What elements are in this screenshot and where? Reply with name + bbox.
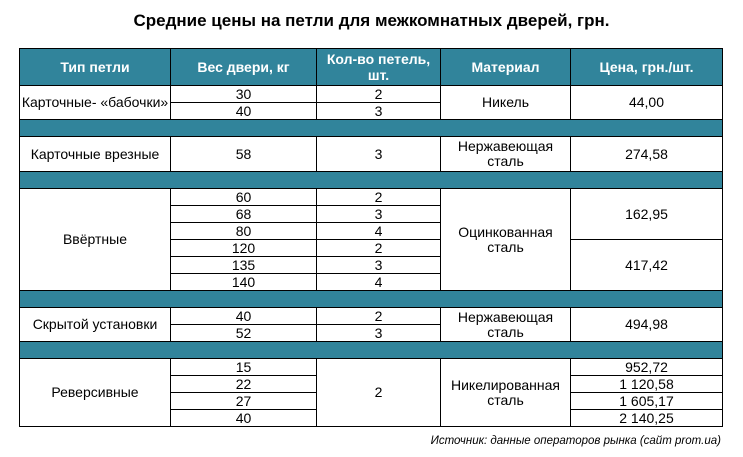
cell-type: Скрытой установки xyxy=(20,308,171,342)
cell-count: 3 xyxy=(317,257,441,274)
cell-price: 494,98 xyxy=(571,308,723,342)
cell-type: Ввёртные xyxy=(20,189,171,291)
separator-row xyxy=(20,342,723,359)
cell-price: 44,00 xyxy=(571,86,723,120)
header-type: Тип петли xyxy=(20,49,171,86)
cell-weight: 60 xyxy=(171,189,317,206)
table-row xyxy=(20,308,723,325)
header-material: Материал xyxy=(441,49,571,86)
cell-weight: 80 xyxy=(171,223,317,240)
separator-row xyxy=(20,172,723,189)
cell-count: 4 xyxy=(317,223,441,240)
cell-type: Карточные врезные xyxy=(20,137,171,172)
cell-count: 2 xyxy=(317,189,441,206)
cell-weight: 27 xyxy=(171,393,317,410)
cell-weight: 120 xyxy=(171,240,317,257)
cell-weight: 40 xyxy=(171,103,317,120)
cell-count: 2 xyxy=(317,86,441,103)
table-row xyxy=(20,137,723,172)
cell-type: Карточные- «бабочки» xyxy=(20,86,171,120)
cell-weight: 140 xyxy=(171,274,317,291)
separator-cell xyxy=(20,172,723,189)
cell-weight: 40 xyxy=(171,410,317,427)
cell-price: 162,95 xyxy=(571,189,723,240)
cell-material: Нержавеющая сталь xyxy=(441,137,571,172)
cell-price: 952,72 xyxy=(571,359,723,376)
cell-count: 3 xyxy=(317,325,441,342)
cell-weight: 135 xyxy=(171,257,317,274)
cell-weight: 22 xyxy=(171,376,317,393)
cell-count: 3 xyxy=(317,206,441,223)
page-title: Средние цены на петли для межкомнатных дверей, грн. xyxy=(133,11,610,30)
cell-weight: 40 xyxy=(171,308,317,325)
separator-cell xyxy=(20,291,723,308)
cell-count: 4 xyxy=(317,274,441,291)
table-header-row xyxy=(20,49,723,86)
separator-row xyxy=(20,120,723,137)
cell-material: Никель xyxy=(441,86,571,120)
cell-weight: 68 xyxy=(171,206,317,223)
cell-price: 417,42 xyxy=(571,240,723,291)
cell-count: 2 xyxy=(317,308,441,325)
separator-cell xyxy=(20,120,723,137)
cell-type: Реверсивные xyxy=(20,359,171,427)
cell-material: Никелированная сталь xyxy=(441,359,571,427)
cell-weight: 30 xyxy=(171,86,317,103)
cell-weight: 52 xyxy=(171,325,317,342)
table-row xyxy=(20,189,723,206)
source-note: Источник: данные операторов рынка (сайт prom.ua) xyxy=(430,435,721,447)
header-weight: Вес двери, кг xyxy=(171,49,317,86)
cell-price: 1 605,17 xyxy=(571,393,723,410)
prices-table xyxy=(19,48,723,427)
header-price: Цена, грн./шт. xyxy=(571,49,723,86)
header-count: Кол-во петель, шт. xyxy=(317,49,441,86)
cell-count: 2 xyxy=(317,359,441,427)
table-row xyxy=(20,86,723,103)
separator-row xyxy=(20,291,723,308)
cell-price: 274,58 xyxy=(571,137,723,172)
cell-price: 2 140,25 xyxy=(571,410,723,427)
cell-material: Нержавеющая сталь xyxy=(441,308,571,342)
separator-cell xyxy=(20,342,723,359)
cell-material: Оцинкованная сталь xyxy=(441,189,571,291)
cell-count: 3 xyxy=(317,103,441,120)
cell-price: 1 120,58 xyxy=(571,376,723,393)
cell-weight: 15 xyxy=(171,359,317,376)
table-row xyxy=(20,359,723,376)
cell-count: 3 xyxy=(317,137,441,172)
cell-count: 2 xyxy=(317,240,441,257)
cell-weight: 58 xyxy=(171,137,317,172)
